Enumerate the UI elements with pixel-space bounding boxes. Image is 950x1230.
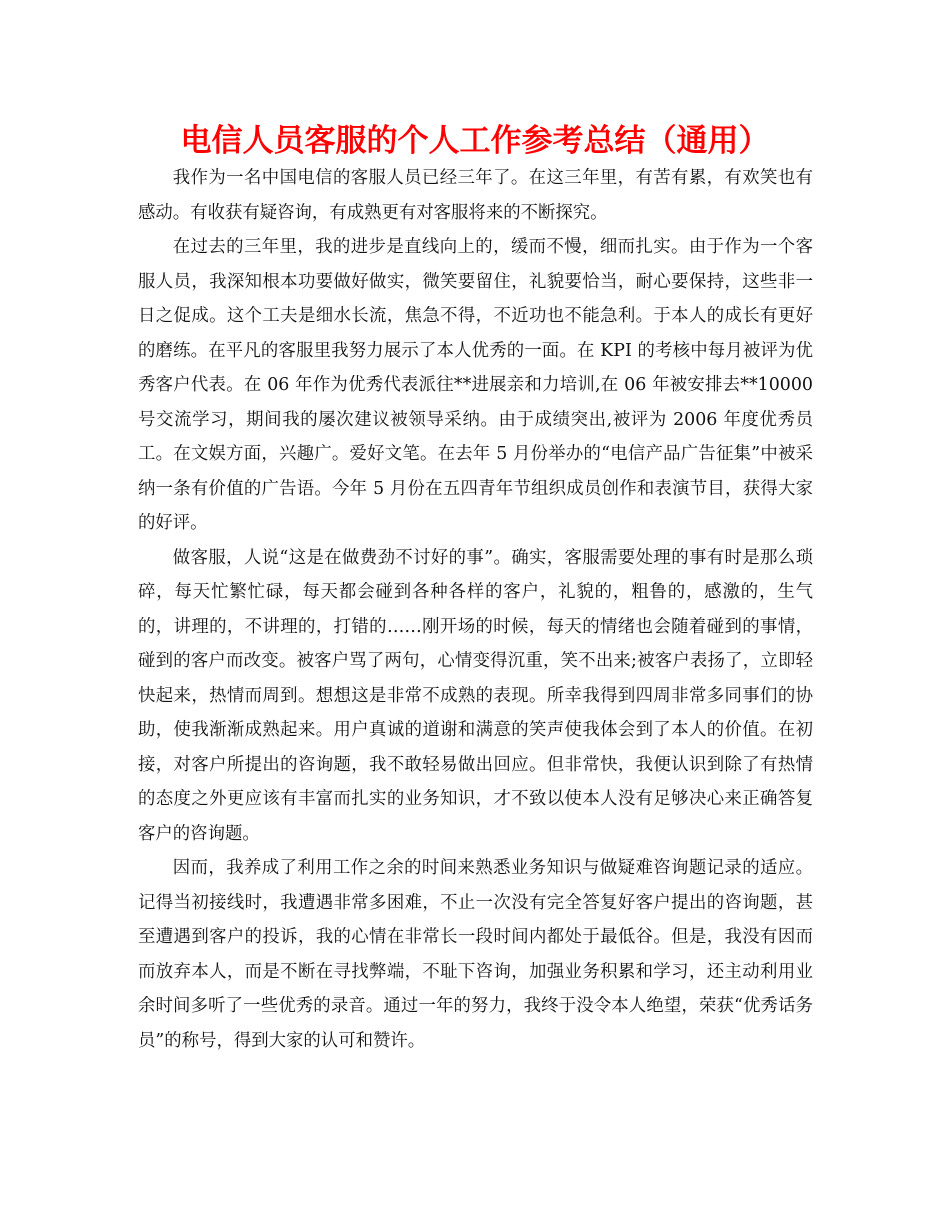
document-title: 电信人员客服的个人工作参考总结（通用） (180, 123, 770, 159)
body-paragraph: 在过去的三年里，我的进步是直线向上的，缓而不慢，细而扎实。由于作为一个客服人员，我深知根本功要做好做实，微笑要留住，礼貌要恰当，耐心要保持，这些非一日之促成。这个工夫是细水长流，焦急不得，不近功也不能急利。于本人的成长有更好的磨练。在平凡的客服里我努力展示了本人优秀的一面。在 KPI 的考核中每月被评为优秀客户代表。在 06 年作为优秀代表派往**进展亲和力培训,在 06 年被安排去**10000 号交流学习，期间我的屡次建议被领导采纳。由于成绩突出,被评为 2006 年度优秀员工。在文娱方面，兴趣广。爱好文笔。在去年 5 月份举办的“电信产品广告征集”中被采纳一条有价值的广告语。今年 5 月份在五四青年节组织成员创作和表演节目，获得大家的好评。 (138, 237, 813, 533)
body-paragraph: 因而，我养成了利用工作之余的时间来熟悉业务知识与做疑难咨询题记录的适应。记得当初接线时，我遭遇非常多困难，不止一次没有完全答复好客户提出的咨询题，甚至遭遇到客户的投诉，我的心情在非常长一段时间内都处于最低谷。但是，我没有因而而放弃本人，而是不断在寻找弊端，不耻下咨询，加强业务积累和学习，还主动利用业余时间多听了一些优秀的录音。通过一年的努力，我终于没令本人绝望，荣获“优秀话务员”的称号，得到大家的认可和赞许。 (138, 858, 813, 1051)
body-paragraph: 我作为一名中国电信的客服人员已经三年了。在这三年里，有苦有累，有欢笑也有感动。有收获有疑咨询，有成熟更有对客服将来的不断探究。 (138, 168, 813, 223)
document-body (138, 161, 813, 1058)
body-paragraph: 做客服，人说“这是在做费劲不讨好的事”。确实，客服需要处理的事有时是那么琐碎，每天忙繁忙碌，每天都会碰到各种各样的客户，礼貌的，粗鲁的，感激的，生气的，讲理的，不讲理的，打错的……刚开场的时候，每天的情绪也会随着碰到的事情，碰到的客户而改变。被客户骂了两句，心情变得沉重，笑不出来;被客户表扬了，立即轻快起来，热情而周到。想想这是非常不成熟的表现。所幸我得到四周非常多同事们的协助，使我渐渐成熟起来。用户真诚的道谢和满意的笑声使我体会到了本人的价值。在初接，对客户所提出的咨询题，我不敢轻易做出回应。但非常快，我便认识到除了有热情的态度之外更应该有丰富而扎实的业务知识，才不致以使本人没有足够决心来正确答复客户的咨询题。 (138, 547, 813, 844)
